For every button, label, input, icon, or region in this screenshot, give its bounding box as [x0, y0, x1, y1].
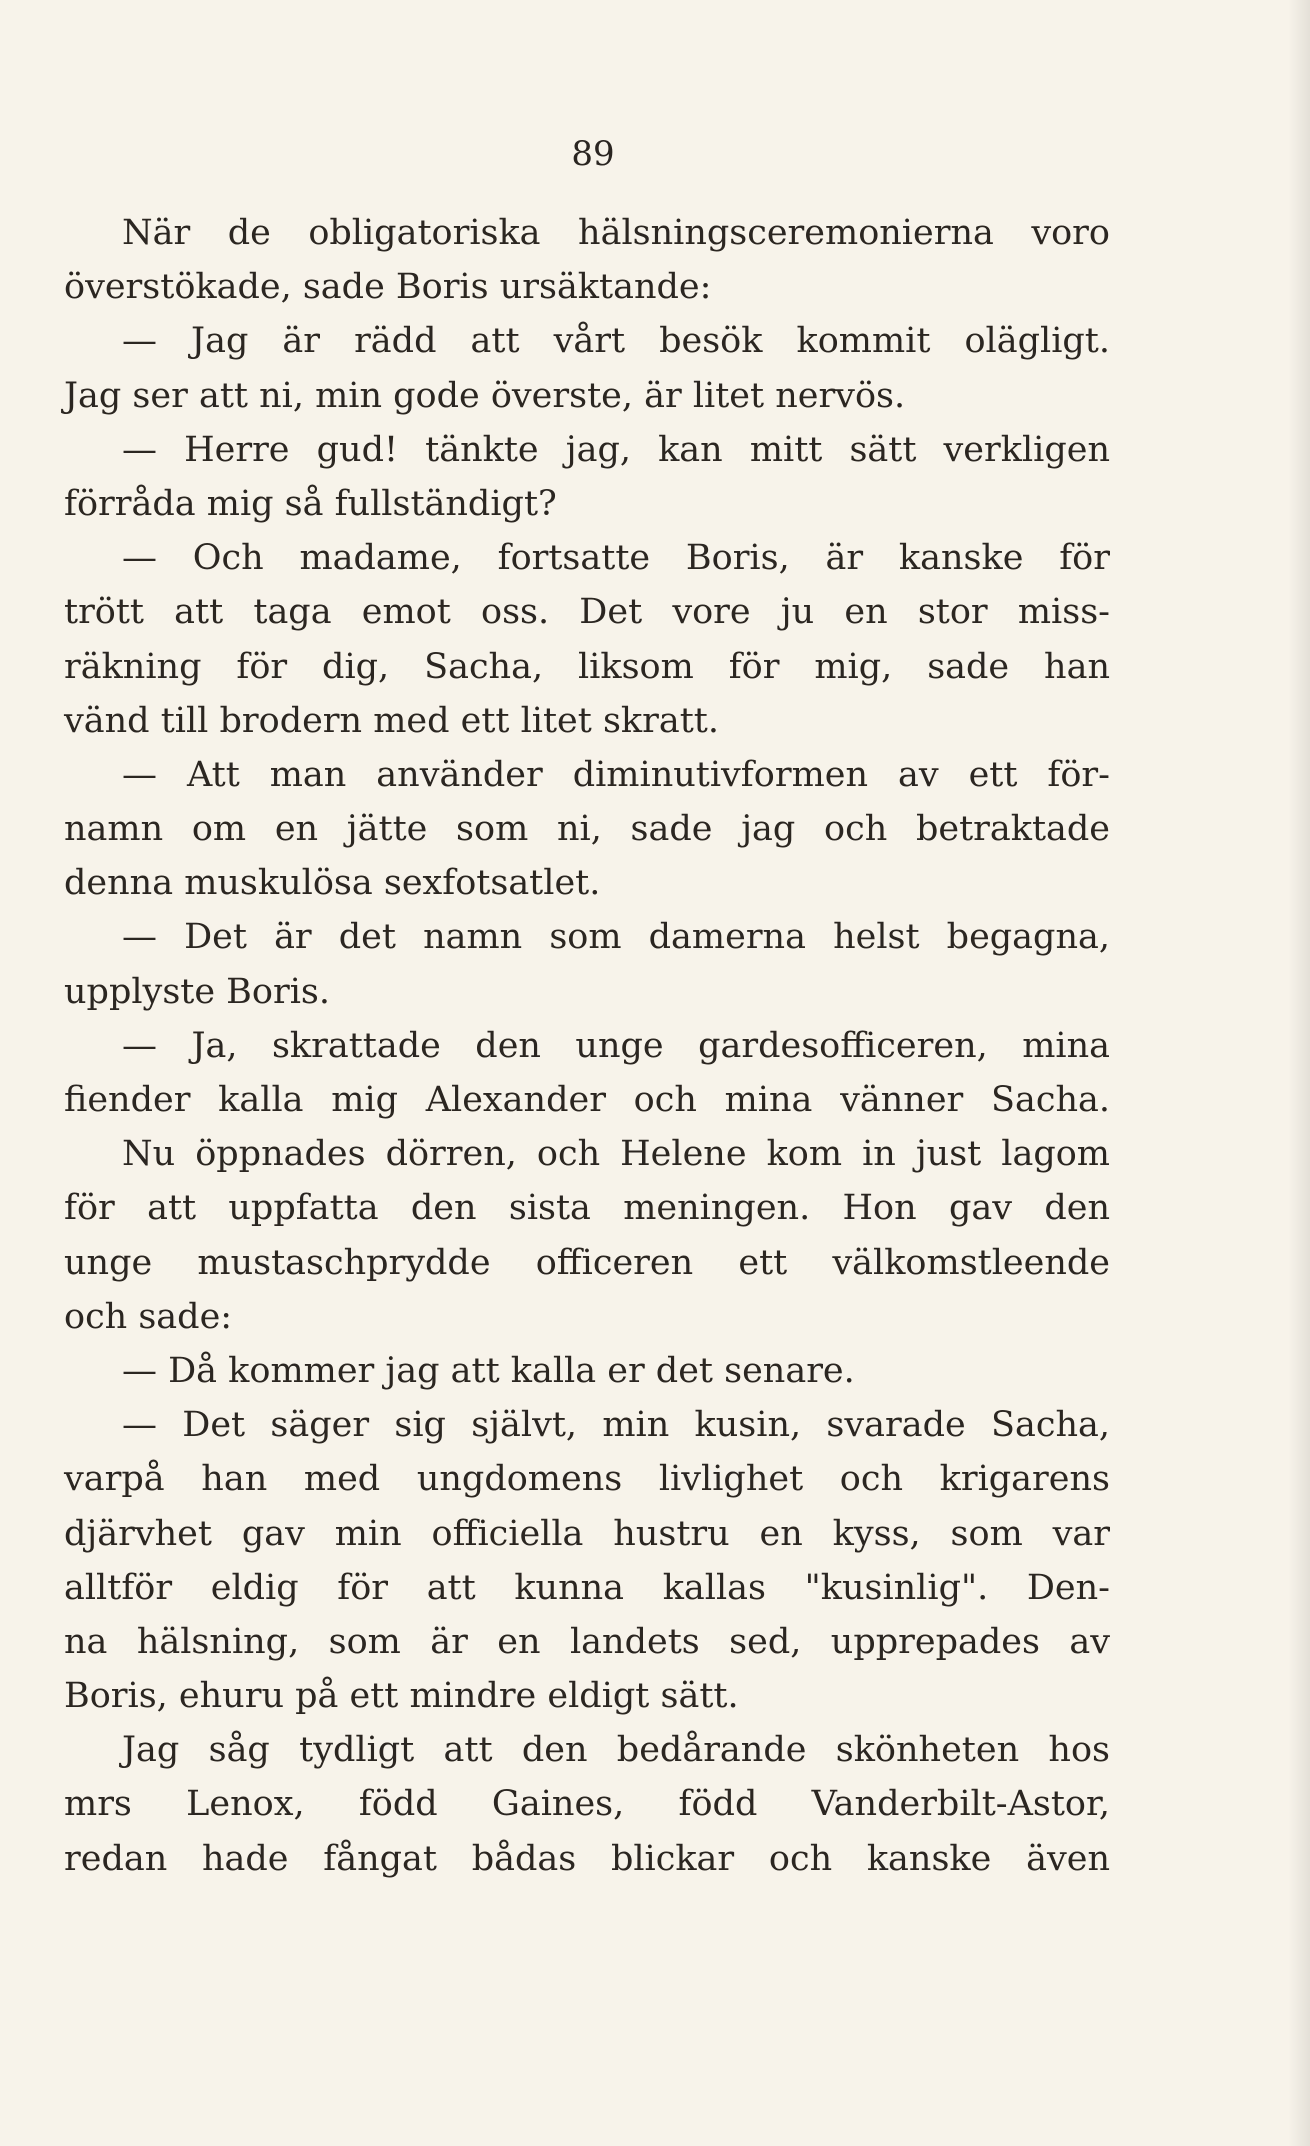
text-line: na hälsning, som är en landets sed, upprepades av [64, 1621, 1110, 1662]
text-line: namn om en jätte som ni, sade jag och betraktade [64, 809, 1110, 850]
text-line: — Jag är rädd att vårt besök kommit olägligt. [122, 321, 1110, 362]
text-line: varpå han med ungdomens livlighet och krigarens [64, 1459, 1110, 1500]
text-line: — Och madame, fortsatte Boris, är kanske för [122, 538, 1110, 579]
text-line: förråda mig så fullständigt? [64, 483, 557, 524]
text-line: djärvhet gav min officiella hustru en kyss, som var [64, 1513, 1110, 1554]
text-line: för att uppfatta den sista meningen. Hon gav den [64, 1188, 1110, 1229]
text-line: vänd till brodern med ett litet skratt. [64, 700, 719, 741]
page-number: 89 [571, 134, 615, 174]
text-line: — Det säger sig självt, min kusin, svarade Sacha, [122, 1405, 1110, 1446]
text-line: fiender kalla mig Alexander och mina vänner Sacha. [64, 1080, 1110, 1120]
text-line: — Det är det namn som damerna helst begagna, [122, 917, 1110, 958]
text-line: trött att taga emot oss. Det vore ju en stor miss- [64, 592, 1110, 633]
text-line: Boris, ehuru på ett mindre eldigt sätt. [64, 1676, 739, 1717]
text-line: Jag ser att ni, min gode överste, är litet nervös. [64, 375, 906, 416]
text-line: upplyste Boris. [64, 971, 330, 1012]
text-line: denna muskulösa sexfotsatlet. [64, 863, 601, 904]
body-text [64, 206, 1110, 1886]
text-line: unge mustaschprydde officeren ett välkomstleende [64, 1242, 1110, 1283]
text-line: — Att man använder diminutivformen av ett för- [122, 754, 1110, 795]
text-line: — Då kommer jag att kalla er det senare. [122, 1350, 855, 1391]
text-line: redan hade fångat bådas blickar och kanske även [64, 1838, 1110, 1879]
text-line: Nu öppnades dörren, och Helene kom in just lagom [122, 1134, 1110, 1175]
text-line: mrs Lenox, född Gaines, född Vanderbilt-Astor, [64, 1784, 1110, 1825]
text-line: — Ja, skrattade den unge gardesofficeren, mina [122, 1025, 1110, 1066]
text-line: överstökade, sade Boris ursäktande: [64, 267, 712, 308]
page-edge-shadow [1288, 0, 1310, 2146]
text-line: och sade: [64, 1296, 233, 1337]
text-line: När de obligatoriska hälsningsceremonierna voro [122, 213, 1110, 253]
text-line: Jag såg tydligt att den bedårande skönheten hos [122, 1730, 1110, 1771]
text-line: räkning för dig, Sacha, liksom för mig, sade han [64, 646, 1110, 687]
text-line: — Herre gud! tänkte jag, kan mitt sätt verkligen [122, 429, 1110, 470]
text-line: alltför eldig för att kunna kallas "kusinlig". Den- [64, 1567, 1110, 1608]
